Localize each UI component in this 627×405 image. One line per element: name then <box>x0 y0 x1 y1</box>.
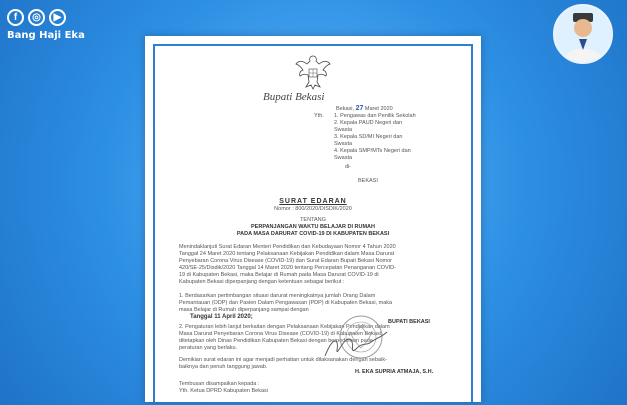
letter-document <box>145 36 481 402</box>
person-icon <box>555 6 611 62</box>
point-2: 2. Pengaturan lebih lanjut berkaitan dengan Pelaksanaan Kebijakan Pendidikan dalam Masa Darurat Penyebaran Corona Virus Disease (COVID-19) di Kabupaten Bekasi ditetapkan oleh Dinas Pendidikan Kabupaten Bekasi dengan berpedoman pada peraturan yang berlaku. <box>179 324 390 351</box>
date-day: 27 <box>355 105 364 112</box>
di-label: di- <box>345 164 352 170</box>
facebook-icon[interactable]: f <box>7 9 24 26</box>
brand-name: Bang Haji Eka <box>7 30 85 41</box>
list-item: 1. Pengawas dan Penilik Sekolah <box>334 113 416 119</box>
signature-icon <box>321 326 391 366</box>
garuda-emblem-icon <box>295 52 331 90</box>
list-item: Swasta <box>334 155 353 161</box>
city-label: BEKASI <box>358 178 378 184</box>
place-date: Bekasi, 27 Maret 2020 <box>336 105 393 112</box>
instagram-icon[interactable]: ◎ <box>28 9 45 26</box>
to-label: Yth. <box>314 113 324 119</box>
subject-line-1: PERPANJANGAN WAKTU BELAJAR DI RUMAH <box>251 224 375 230</box>
cc-label: Tembusan disampaikan kepada : <box>179 381 260 387</box>
closing-paragraph: Demikian surat edaran ini agar menjadi perhatian untuk dilaksanakan dengan sebaik- baiknya dan penuh tanggung jawab. <box>179 357 387 370</box>
doc-number: Nomor : 800/2020/DISDIK/2020 <box>274 206 352 212</box>
signer-name: H. EKA SUPRIA ATMAJA, S.H. <box>355 369 434 375</box>
body-paragraph: Menindaklanjuti Surat Edaran Menteri Pendidikan dan Kebudayaan Nomor 4 Tahun 2020 Tanggal 24 Maret 2020 tentang Pelaksanaan Kebijakan Pendidikan dalam Masa Darurat Penyebaran Corona Virus Disease (COVID-19) dan Surat Edaran Bupati Bekasi Nomor 420/SE-25/Disdik/2020 Tanggal 14 Maret 2020 tentang Percepatan Penanganan COVID- 19 di Kabupaten Bekasi, maka Belajar di Rumah pada Masa Darurat COVID-19 di Kabupaten Bekasi diperpanjang dengan ketentuan sebagai berikut : <box>179 244 396 285</box>
list-item: 3. Kepala SD/MI Negeri dan <box>334 134 403 140</box>
list-item: Swasta <box>334 127 353 133</box>
subject-line-2: PADA MASA DARURAT COVID-19 DI KABUPATEN BEKASI <box>236 231 390 237</box>
about-label: TENTANG <box>300 217 326 223</box>
doc-type: SURAT EDARAN <box>279 198 347 205</box>
letter-heading: Bupati Bekasi <box>263 91 325 103</box>
list-item: Swasta <box>334 141 353 147</box>
signer-title: BUPATI BEKASI <box>388 319 430 325</box>
recipients-list <box>334 113 416 162</box>
list-item: 4. Kepala SMP/MTs Negeri dan <box>334 148 411 154</box>
point-1: 1. Berdasarkan pertimbangan situasi darurat meningkatnya jumlah Orang Dalam Pemantauan (ODP) dan Pasien Dalam Pengawasan (PDP) di Kabupaten Bekasi, maka masa Belajar di Rumah diperpanjang sampai dengan Tanggal 11 April 2020; <box>179 293 393 320</box>
list-item: 2. Kepala PAUD Negeri dan <box>334 120 403 126</box>
social-icons <box>7 9 66 26</box>
avatar <box>553 4 613 64</box>
youtube-icon[interactable]: ▶ <box>49 9 66 26</box>
cc-item: Yth. Ketua DPRD Kabupaten Bekasi <box>179 388 268 394</box>
extension-date: Tanggal 11 April 2020; <box>190 314 253 320</box>
